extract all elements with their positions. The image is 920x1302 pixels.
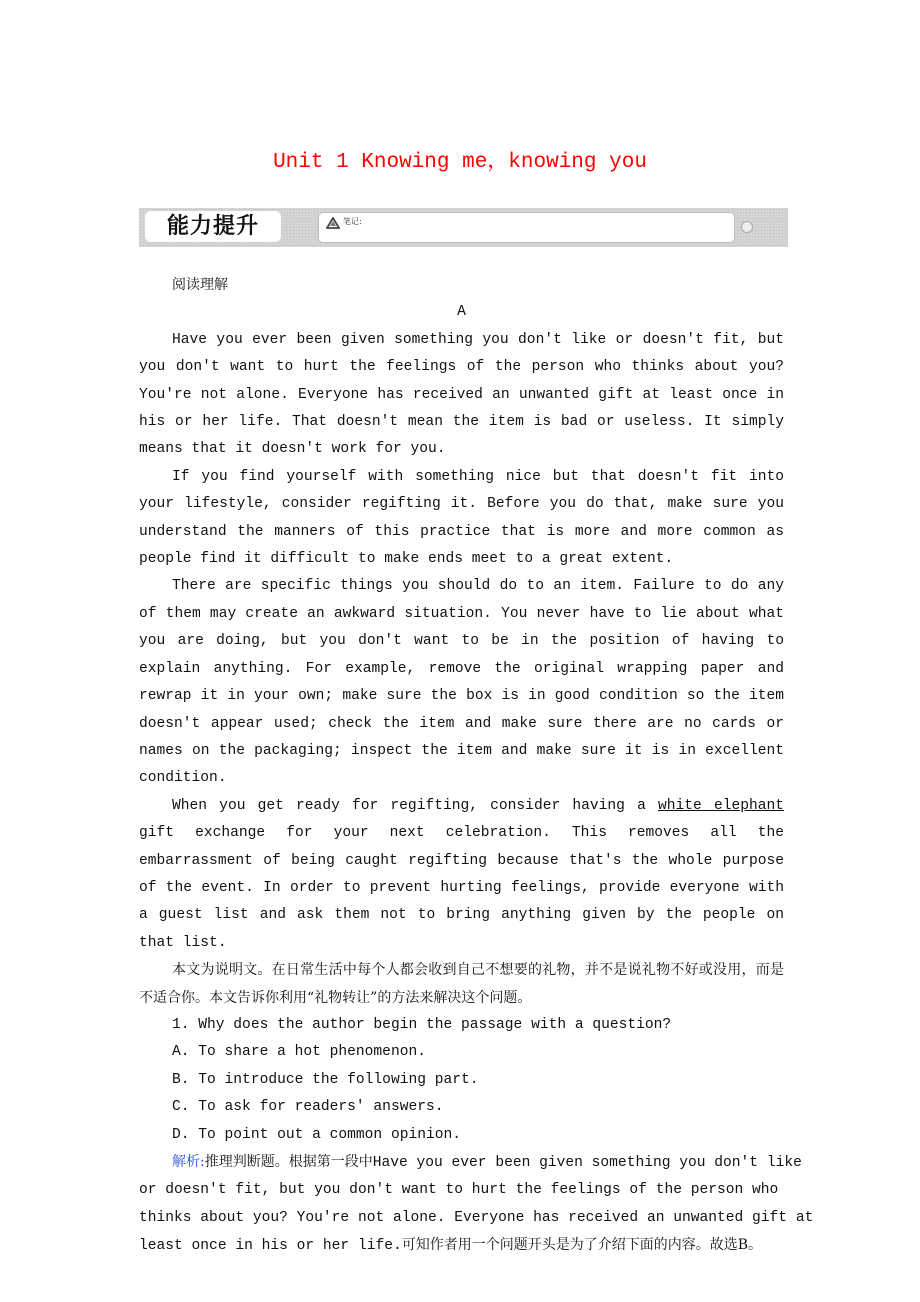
document-content: [139, 272, 814, 1261]
banner-label: 能力提升: [145, 211, 281, 242]
analysis-quote: Have you ever been given something you don't like or doesn't fit, but you don't want to hurt the feelings of the person who thinks about you? You're not alone. Everyone has received an unwanted gift at least once in his or her life.: [139, 1155, 814, 1255]
section-label: 阅读理解: [172, 277, 228, 293]
passage-paragraph-3: There are specific things you should do to an item. Failure to do any of them may create an awkward situation. You never have to lie about what you are doing, but you don't want to be in the position of having to explain anything. For example, remove the original wrapping paper and rewrap it in your own; make sure the box is in good condition so the item doesn't appear used; check the item and make sure there are no cards or names on the packaging; inspect the item and make sure it is in excellent condition.: [139, 578, 784, 787]
option-d: D. To point out a common opinion.: [172, 1126, 462, 1143]
analysis-text-cn1: 推理判断题。根据第一段中: [204, 1154, 373, 1170]
passage-paragraph-1: Have you ever been given something you don't like or doesn't fit, but you don't want to hurt the feelings of the person who thinks about you? You're not alone. Everyone has received an unwanted gift at least once in his or her life. That doesn't mean the item is bad or useless. It simply means that it doesn't work for you.: [139, 331, 784, 458]
analysis-tag: 解析:: [172, 1154, 205, 1170]
option-c: C. To ask for readers' answers.: [172, 1099, 444, 1116]
underlined-term: white elephant: [658, 797, 785, 814]
recycle-icon: [326, 217, 340, 229]
passage-summary: 本文为说明文。在日常生活中每个人都会收到自己不想要的礼物，并不是说礼物不好或没用，而是不适合你。本文告诉你利用“礼物转让”的方法来解决这个问题。: [139, 962, 784, 1006]
analysis: [139, 1149, 819, 1261]
passage-paragraph-2: If you find yourself with something nice but that doesn't fit into your lifestyle, consider regifting it. Before you do that, make sure you understand the manners of this practice that is more and more common as people find it difficult to make ends meet to a great extent.: [139, 468, 784, 568]
question-stem: 1. Why does the author begin the passage with a question?: [172, 1016, 672, 1033]
p4-text-after: gift exchange for your next celebration. This removes all the embarrassment of being caught regifting because that's the whole purpose of the event. In order to prevent hurting feelings, provide everyone with a guest list and ask them not to bring anything given by the people on that list.: [139, 825, 784, 951]
pin-icon[interactable]: [741, 221, 753, 233]
analysis-text-cn2: 可知作者用一个问题开头是为了介绍下面的内容。故选B。: [401, 1237, 763, 1254]
section-banner: [139, 208, 788, 247]
passage-paragraph-4: [139, 793, 784, 957]
notes-label: 笔记:: [343, 217, 362, 226]
page-title: Unit 1 Knowing me，knowing you: [273, 151, 647, 174]
option-b: B. To introduce the following part.: [172, 1071, 479, 1088]
passage-letter: A: [457, 304, 466, 321]
option-a: A. To share a hot phenomenon.: [172, 1044, 426, 1061]
p4-text-before: When you get ready for regifting, consider having a: [172, 797, 658, 814]
notes-box[interactable]: [318, 212, 735, 243]
